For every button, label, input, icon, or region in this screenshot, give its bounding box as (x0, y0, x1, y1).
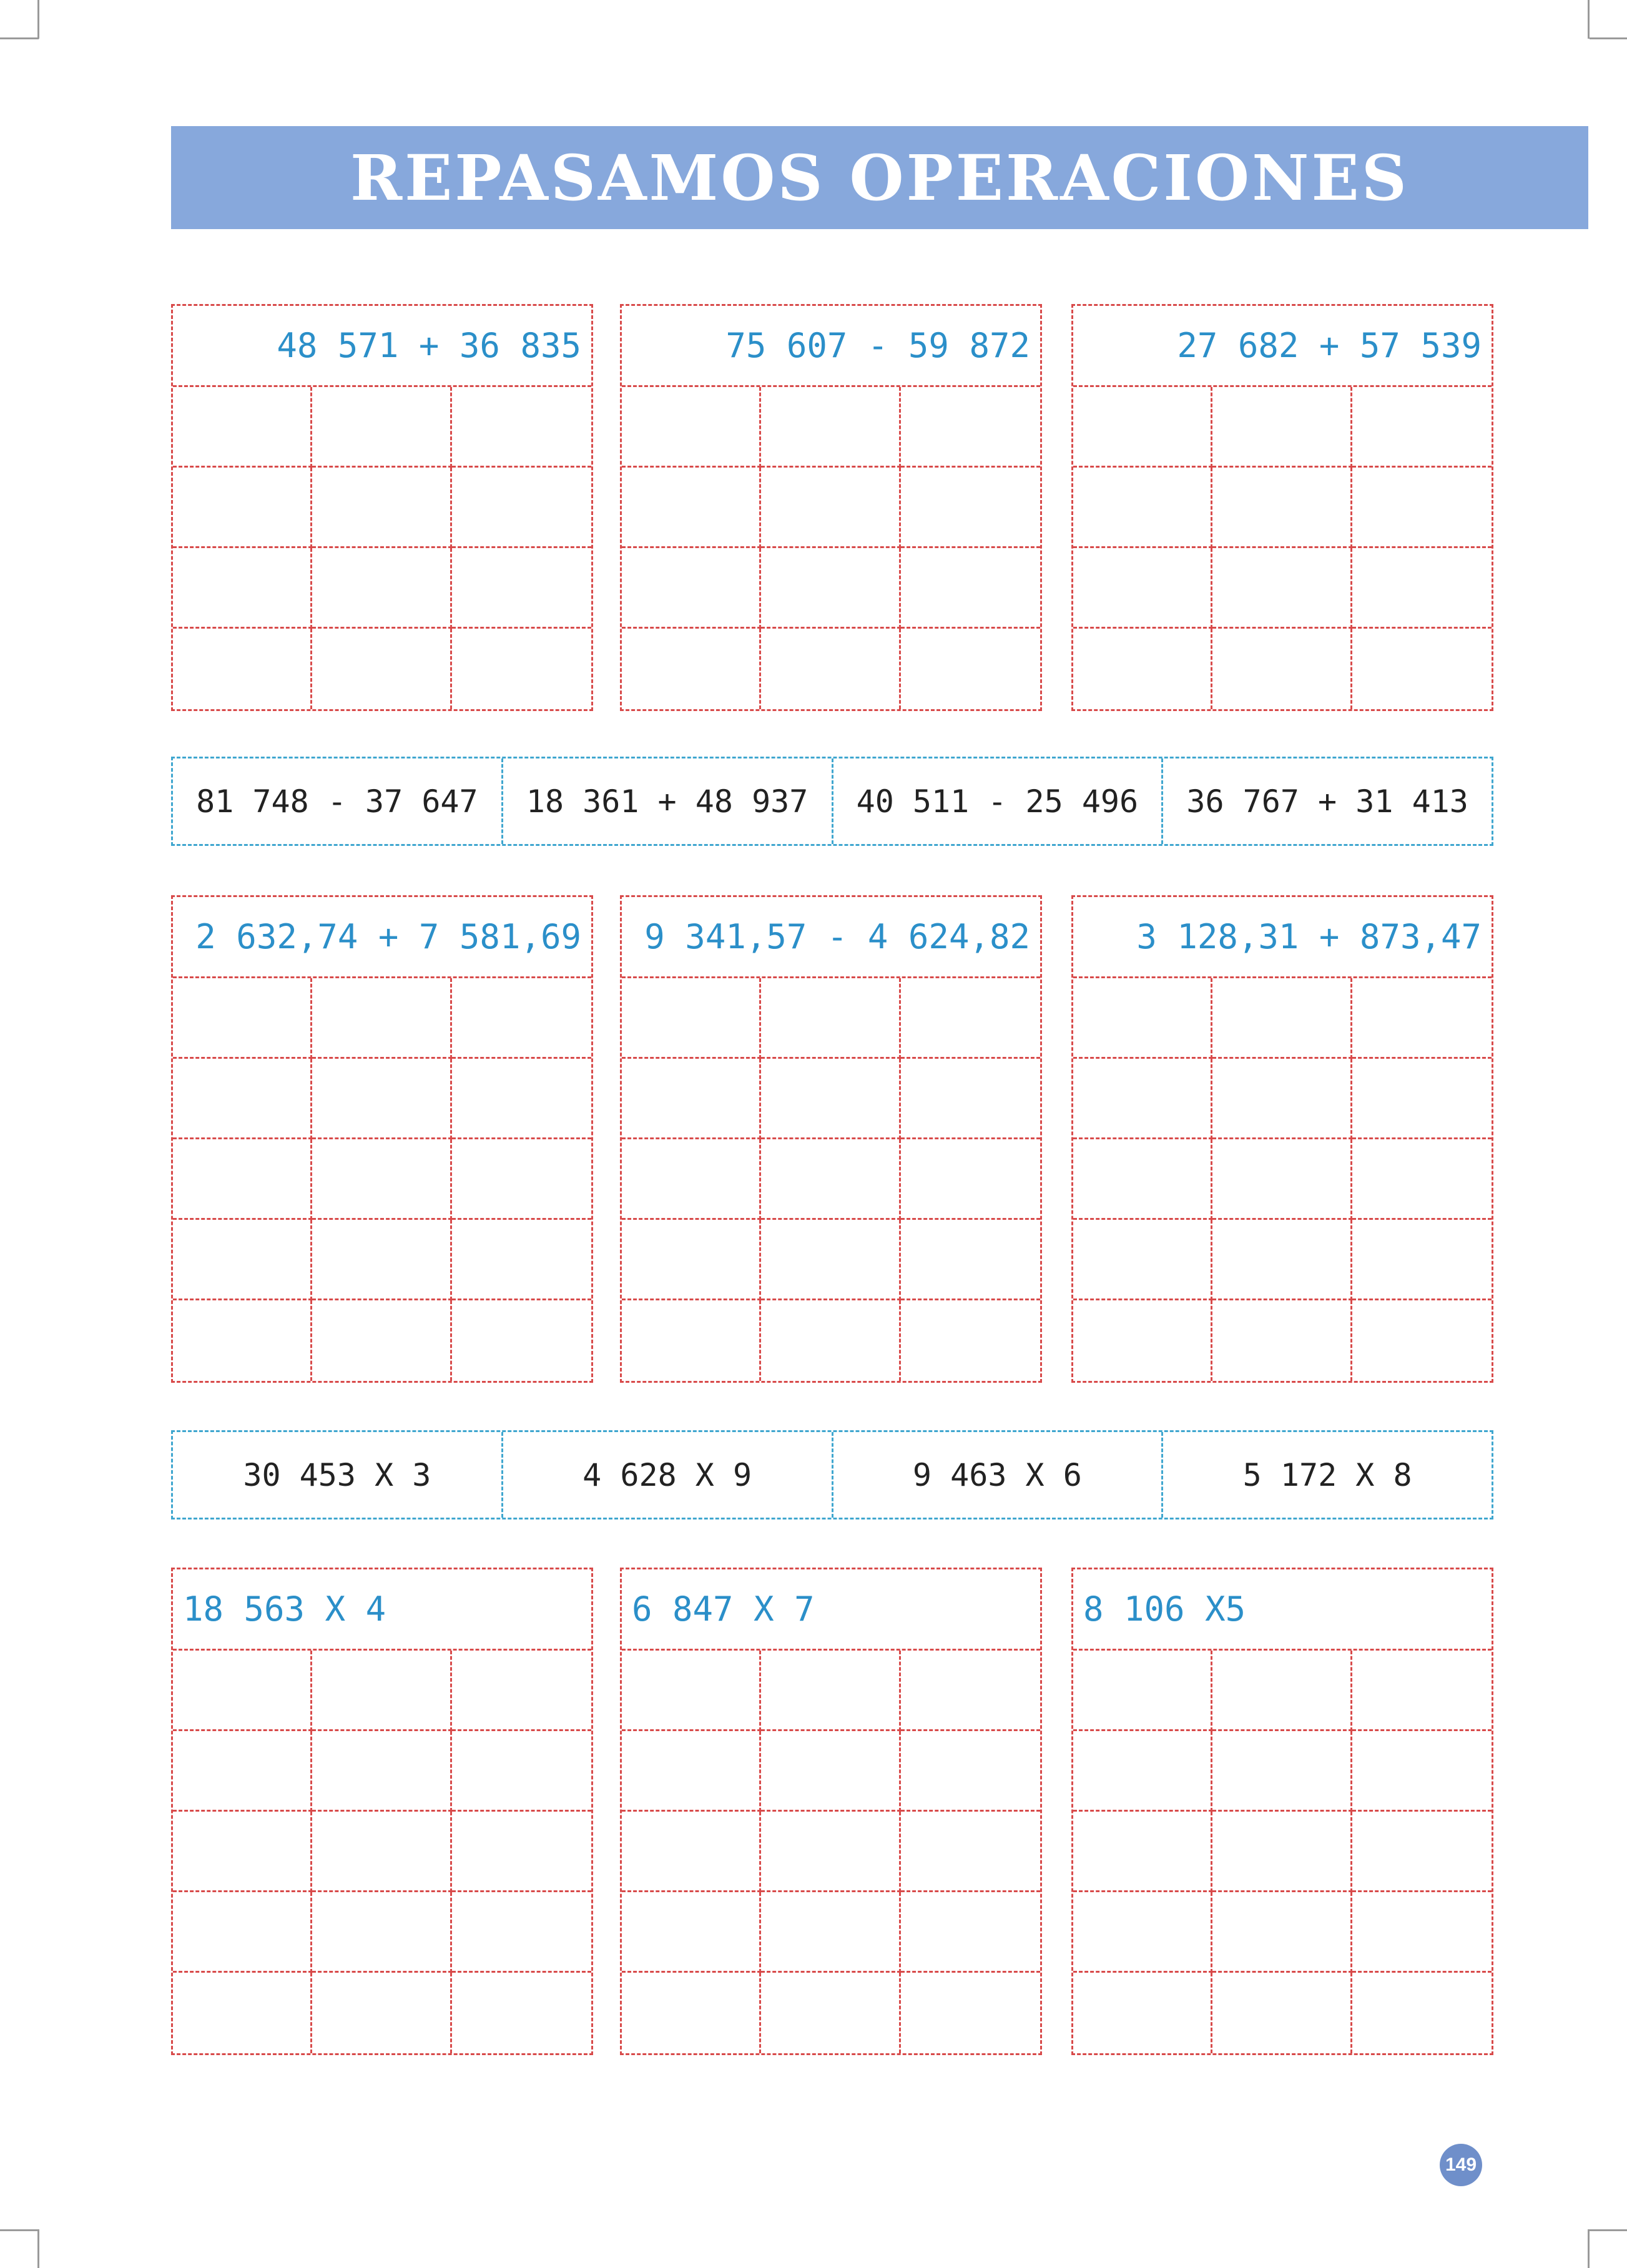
answer-cell[interactable] (1352, 468, 1492, 548)
answer-cells (173, 387, 591, 709)
answer-cell[interactable] (452, 1973, 591, 2053)
answer-cell[interactable] (761, 548, 900, 629)
answer-cell[interactable] (1212, 1139, 1352, 1220)
answer-cells (1073, 978, 1492, 1381)
answer-cell[interactable] (1212, 1731, 1352, 1812)
answer-cell[interactable] (1352, 1731, 1492, 1812)
operation-grid-1-1 (171, 304, 593, 711)
answer-cell[interactable] (452, 1139, 591, 1220)
answer-cell[interactable] (622, 1059, 761, 1139)
operation-label: 18 563 X 4 (173, 1569, 591, 1651)
strip-operation: 9 463 X 6 (833, 1432, 1164, 1518)
answer-cell[interactable] (901, 387, 1040, 468)
operation-label: 8 106 X5 (1073, 1569, 1492, 1651)
answer-cell[interactable] (622, 978, 761, 1059)
answer-cell[interactable] (1073, 629, 1212, 709)
answer-cells (1073, 387, 1492, 709)
answer-cell[interactable] (452, 1892, 591, 1973)
strip-operation: 36 767 + 31 413 (1186, 783, 1468, 820)
answer-cell[interactable] (1073, 387, 1212, 468)
operation-label: 48 571 + 36 835 (173, 306, 591, 387)
answer-cell[interactable] (1352, 1892, 1492, 1973)
answer-cell[interactable] (1352, 978, 1492, 1059)
answer-cell[interactable] (761, 978, 900, 1059)
answer-cell[interactable] (1212, 1812, 1352, 1892)
answer-cell[interactable] (1073, 1973, 1212, 2053)
crop-mark-top-right (1588, 0, 1590, 39)
answer-cell[interactable] (452, 1731, 591, 1812)
answer-cell[interactable] (1352, 1973, 1492, 2053)
title-banner (171, 126, 1588, 229)
answer-cell[interactable] (312, 1059, 451, 1139)
answer-cell[interactable] (312, 629, 451, 709)
operation-label: 2 632,74 + 7 581,69 (173, 897, 591, 978)
answer-cell[interactable] (452, 468, 591, 548)
answer-cell[interactable] (1073, 1059, 1212, 1139)
answer-cell[interactable] (312, 387, 451, 468)
answer-cell[interactable] (761, 468, 900, 548)
answer-cell[interactable] (901, 1892, 1040, 1973)
answer-cell[interactable] (173, 1651, 312, 1731)
answer-cell[interactable] (452, 1059, 591, 1139)
answer-cell[interactable] (1212, 1059, 1352, 1139)
operation-strip-2 (171, 1430, 1493, 1519)
answer-cell[interactable] (1073, 1892, 1212, 1973)
answer-cell[interactable] (1352, 548, 1492, 629)
answer-cell[interactable] (312, 1220, 451, 1300)
answer-cell[interactable] (1212, 1651, 1352, 1731)
answer-cell[interactable] (622, 1892, 761, 1973)
answer-cell[interactable] (1212, 1892, 1352, 1973)
answer-cell[interactable] (312, 1812, 451, 1892)
answer-cell[interactable] (901, 629, 1040, 709)
answer-cells (622, 387, 1040, 709)
answer-cell[interactable] (1073, 468, 1212, 548)
answer-cell[interactable] (173, 1731, 312, 1812)
answer-cell[interactable] (452, 1300, 591, 1381)
answer-cell[interactable] (452, 1651, 591, 1731)
answer-cell[interactable] (622, 629, 761, 709)
answer-cell[interactable] (901, 1059, 1040, 1139)
strip-operation: 4 628 X 9 (503, 1432, 833, 1518)
answer-cell[interactable] (622, 468, 761, 548)
strip-operation: 81 748 - 37 647 (173, 758, 503, 844)
page-number: 149 (1445, 2154, 1477, 2175)
answer-cell[interactable] (173, 1220, 312, 1300)
operation-strip-1 (171, 757, 1493, 846)
answer-cell[interactable] (452, 548, 591, 629)
answer-cell[interactable] (452, 978, 591, 1059)
answer-cell[interactable] (1212, 468, 1352, 548)
answer-cell[interactable] (622, 1973, 761, 2053)
crop-mark-bottom-left (37, 2229, 39, 2268)
crop-mark-bottom-left-h (0, 2229, 39, 2231)
answer-cell[interactable] (901, 978, 1040, 1059)
operation-grid-3-1 (171, 1568, 593, 2055)
answer-cell[interactable] (173, 629, 312, 709)
answer-cell[interactable] (761, 629, 900, 709)
answer-cell[interactable] (312, 1300, 451, 1381)
operation-label: 6 847 X 7 (622, 1569, 1040, 1651)
answer-cell[interactable] (761, 1300, 900, 1381)
answer-cell[interactable] (761, 387, 900, 468)
operation-grid-3-3 (1071, 1568, 1493, 2055)
answer-cell[interactable] (1073, 1300, 1212, 1381)
answer-cell[interactable] (622, 1139, 761, 1220)
answer-cell[interactable] (1352, 1220, 1492, 1300)
answer-cell[interactable] (452, 1812, 591, 1892)
answer-cell[interactable] (901, 548, 1040, 629)
operation-label: 75 607 - 59 872 (622, 306, 1040, 387)
answer-cell[interactable] (173, 1812, 312, 1892)
answer-cell[interactable] (1073, 1731, 1212, 1812)
answer-cell[interactable] (622, 1220, 761, 1300)
answer-cell[interactable] (622, 548, 761, 629)
answer-cell[interactable] (173, 1139, 312, 1220)
answer-cell[interactable] (761, 1220, 900, 1300)
answer-cell[interactable] (173, 1892, 312, 1973)
answer-cell[interactable] (1212, 548, 1352, 629)
answer-cell[interactable] (312, 978, 451, 1059)
answer-cell[interactable] (901, 1139, 1040, 1220)
operation-grid-3-2 (620, 1568, 1042, 2055)
answer-cell[interactable] (312, 1973, 451, 2053)
answer-cell[interactable] (173, 1973, 312, 2053)
strip-operation: 30 453 X 3 (173, 1432, 503, 1518)
answer-cell[interactable] (1352, 1139, 1492, 1220)
answer-cell[interactable] (452, 1220, 591, 1300)
answer-cell[interactable] (173, 387, 312, 468)
answer-cell[interactable] (173, 548, 312, 629)
answer-cell[interactable] (622, 1731, 761, 1812)
answer-cell[interactable] (761, 1139, 900, 1220)
answer-cell[interactable] (1212, 387, 1352, 468)
answer-cell[interactable] (173, 978, 312, 1059)
answer-cell[interactable] (622, 1812, 761, 1892)
answer-cell[interactable] (901, 1812, 1040, 1892)
answer-cell[interactable] (173, 468, 312, 548)
answer-cell[interactable] (1352, 1300, 1492, 1381)
answer-cell[interactable] (1212, 1973, 1352, 2053)
answer-cell[interactable] (1073, 548, 1212, 629)
answer-cell[interactable] (173, 1059, 312, 1139)
answer-cell[interactable] (312, 468, 451, 548)
answer-cell[interactable] (1073, 1651, 1212, 1731)
answer-cell[interactable] (312, 1731, 451, 1812)
answer-cells (622, 1651, 1040, 2053)
operation-grid-2-2 (620, 895, 1042, 1383)
answer-cell[interactable] (1073, 1812, 1212, 1892)
answer-cell[interactable] (761, 1973, 900, 2053)
answer-cell[interactable] (1352, 1812, 1492, 1892)
answer-cell[interactable] (1073, 1139, 1212, 1220)
strip-operation: 18 361 + 48 937 (503, 758, 833, 844)
page-number-badge (1440, 2144, 1482, 2186)
crop-mark-top-left-h (0, 37, 39, 39)
answer-cell[interactable] (1212, 629, 1352, 709)
answer-cell[interactable] (1212, 1220, 1352, 1300)
strip-operation: 5 172 X 8 (1242, 1456, 1412, 1493)
answer-cell[interactable] (622, 1651, 761, 1731)
answer-cell[interactable] (1073, 1220, 1212, 1300)
strip-operation: 40 511 - 25 496 (833, 758, 1164, 844)
operation-grid-2-3 (1071, 895, 1493, 1383)
answer-cell[interactable] (901, 1731, 1040, 1812)
answer-cell[interactable] (1352, 629, 1492, 709)
answer-cell[interactable] (761, 1731, 900, 1812)
crop-mark-bottom-right-h (1590, 2229, 1627, 2231)
answer-cell[interactable] (622, 1300, 761, 1381)
answer-cell[interactable] (761, 1812, 900, 1892)
answer-cell[interactable] (901, 468, 1040, 548)
answer-cell[interactable] (1212, 1300, 1352, 1381)
operation-grid-1-2 (620, 304, 1042, 711)
answer-cell[interactable] (173, 1300, 312, 1381)
answer-cell[interactable] (901, 1973, 1040, 2053)
answer-cell[interactable] (1212, 978, 1352, 1059)
answer-cell[interactable] (312, 1139, 451, 1220)
answer-cell[interactable] (761, 1892, 900, 1973)
answer-cell[interactable] (901, 1300, 1040, 1381)
answer-cell[interactable] (312, 1651, 451, 1731)
crop-mark-top-left (37, 0, 39, 39)
answer-cells (173, 1651, 591, 2053)
crop-mark-bottom-right (1588, 2229, 1590, 2268)
operation-label: 27 682 + 57 539 (1073, 306, 1492, 387)
operation-grid-1-3 (1071, 304, 1493, 711)
answer-cell[interactable] (1352, 1651, 1492, 1731)
operation-grid-2-1 (171, 895, 593, 1383)
page-title: REPASAMOS OPERACIONES (350, 140, 1409, 215)
answer-cell[interactable] (312, 1892, 451, 1973)
answer-cell[interactable] (761, 1651, 900, 1731)
answer-cell[interactable] (452, 387, 591, 468)
answer-cell[interactable] (1352, 387, 1492, 468)
answer-cell[interactable] (1073, 978, 1212, 1059)
crop-mark-top-right-h (1590, 37, 1627, 39)
answer-cell[interactable] (1352, 1059, 1492, 1139)
operation-label: 3 128,31 + 873,47 (1073, 897, 1492, 978)
answer-cell[interactable] (622, 387, 761, 468)
answer-cell[interactable] (761, 1059, 900, 1139)
answer-cell[interactable] (901, 1651, 1040, 1731)
answer-cell[interactable] (312, 548, 451, 629)
answer-cells (622, 978, 1040, 1381)
answer-cell[interactable] (452, 629, 591, 709)
answer-cell[interactable] (901, 1220, 1040, 1300)
operation-label: 9 341,57 - 4 624,82 (622, 897, 1040, 978)
answer-cells (1073, 1651, 1492, 2053)
answer-cells (173, 978, 591, 1381)
